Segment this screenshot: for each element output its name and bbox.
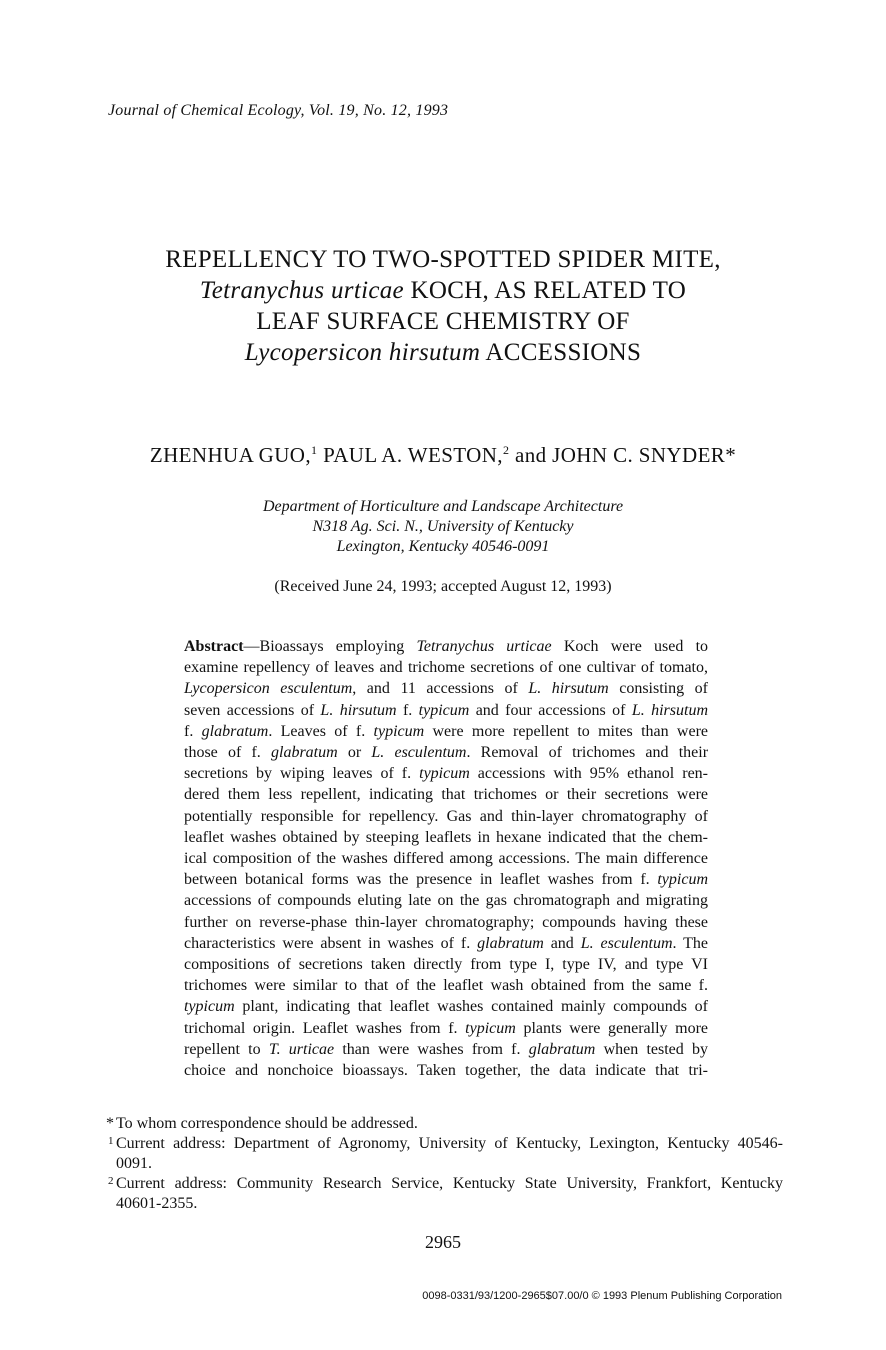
abstract-line: typicum plant, indicating that leaflet washes contained mainly compounds of (184, 998, 708, 1016)
abstract-line: seven accessions of L. hirsutum f. typicum and four accessions of L. hirsutum (184, 701, 708, 719)
footnote-text: Current address: Community Research Service, Kentucky State University, Frankfort, Kentucky (116, 1175, 783, 1192)
page-number: 2965 (425, 1232, 461, 1252)
title-line-3: LEAF SURFACE CHEMISTRY OF (256, 308, 630, 335)
abstract-line: ical composition of the washes differed among accessions. The main difference (184, 850, 708, 868)
abstract-line: potentially responsible for repellency. Gas and thin-layer chromatography of (184, 807, 708, 825)
author-list (0, 443, 886, 468)
author-1: ZHENHUA GUO, (149, 443, 312, 467)
abstract-line: leaflet washes obtained by steeping leaflets in hexane indicated that the chem- (184, 828, 708, 846)
title-line-2-rest: KOCH, AS RELATED TO (403, 277, 687, 304)
abstract-line: repellent to T. urticae than were washes from f. glabratum when tested by (184, 1040, 708, 1058)
abstract-line: further on reverse-phase thin-layer chromatography; compounds having these (184, 913, 708, 931)
abstract-line: trichomal origin. Leaflet washes from f. typicum plants were generally more (184, 1019, 708, 1037)
abstract-line: accessions of compounds eluting late on the gas chromatograph and migrating (184, 892, 708, 910)
title-line-1: REPELLENCY TO TWO-SPOTTED SPIDER MITE, (165, 246, 721, 273)
footnote-text: Current address: Department of Agronomy, University of Kentucky, Lexington, Kentucky 40546- (116, 1135, 783, 1152)
received-dates: (Received June 24, 1993; accepted August 12, 1993) (274, 578, 612, 595)
article-title (0, 244, 886, 368)
title-line-4 (0, 337, 886, 368)
title-line-4-rest: ACCESSIONS (480, 339, 642, 366)
affiliation (0, 497, 886, 557)
abstract-line: between botanical forms was the presence in leaflet washes from f. typicum (184, 871, 708, 889)
footnote-1-mark: 1 (108, 1135, 114, 1147)
title-line-2 (0, 275, 886, 306)
footnote-1 (108, 1134, 783, 1174)
footnote-text: 40601-2355. (116, 1195, 198, 1212)
abstract-line: Lycopersicon esculentum, and 11 accessions of L. hirsutum consisting of (184, 680, 708, 698)
abstract-line: f. glabratum. Leaves of f. typicum were more repellent to mites than were (184, 722, 709, 740)
abstract-line: dered them less repellent, indicating that trichomes or their secretions were (184, 786, 708, 804)
abstract-line: trichomes were similar to that of the leaflet wash obtained from the same f. (184, 977, 708, 995)
footnote-text: 0091. (116, 1155, 152, 1172)
copyright-line: 0098-0331/93/1200-2965$07.00/0 © 1993 Plenum Publishing Corporation (422, 1290, 782, 1302)
abstract-line: secretions by wiping leaves of f. typicum accessions with 95% ethanol ren- (184, 765, 708, 783)
affiliation-building: N318 Ag. Sci. N., University of Kentucky (312, 518, 574, 535)
journal-citation: Journal of Chemical Ecology, Vol. 19, No. 12, 1993 (108, 102, 449, 119)
abstract-line: Abstract—Bioassays employing Tetranychus urticae Koch were used to (184, 638, 709, 655)
title-species-name: Tetranychus urticae (199, 277, 404, 304)
author-2: PAUL A. WESTON, (317, 443, 503, 467)
footnote-star-mark: * (106, 1115, 114, 1132)
footnote-2 (108, 1174, 783, 1214)
footnote-correspondence (108, 1114, 783, 1134)
abstract-line: characteristics were absent in washes of f. glabratum and L. esculentum. The (184, 934, 708, 952)
affiliation-department: Department of Horticulture and Landscape Architecture (262, 498, 624, 515)
footnote-text: To whom correspondence should be addressed. (116, 1115, 418, 1132)
abstract (184, 636, 708, 1081)
abstract-line: those of f. glabratum or L. esculentum. Removal of trichomes and their (184, 744, 709, 762)
abstract-label: Abstract (184, 638, 244, 655)
abstract-line: compositions of secretions taken directly from type I, type IV, and type VI (184, 956, 708, 974)
footnotes (108, 1114, 783, 1214)
author-1-footnote-mark: 1 (311, 443, 318, 457)
author-3: and JOHN C. SNYDER* (509, 443, 737, 467)
title-genus-name: Lycopersicon hirsutum (244, 339, 481, 366)
abstract-line: examine repellency of leaves and trichome secretions of one cultivar of tomato, (184, 659, 708, 677)
affiliation-city: Lexington, Kentucky 40546-0091 (336, 538, 550, 555)
author-2-footnote-mark: 2 (502, 443, 510, 457)
abstract-line: choice and nonchoice bioassays. Taken together, the data indicate that tri- (184, 1062, 708, 1080)
footnote-2-mark: 2 (108, 1175, 114, 1187)
